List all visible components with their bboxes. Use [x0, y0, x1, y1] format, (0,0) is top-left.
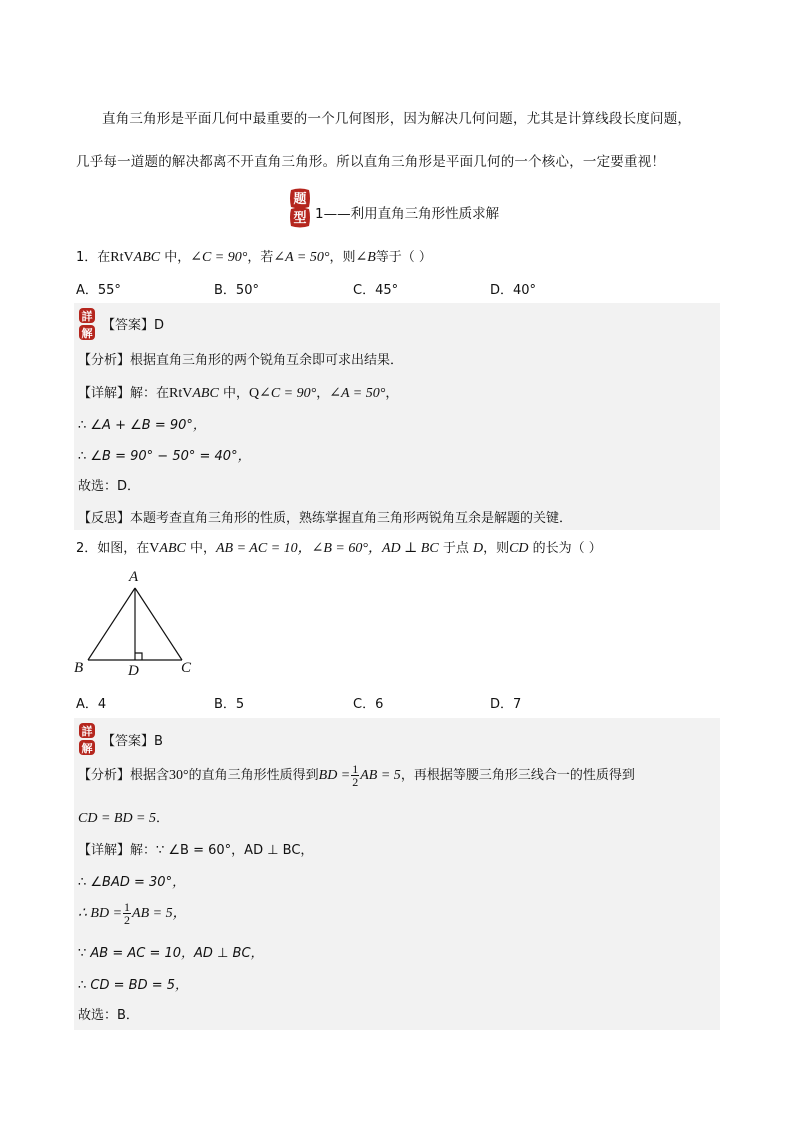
q1-analysis: 【分析】根据直角三角形的两个锐角互余即可求出结果．: [78, 353, 404, 368]
question-type-badge-icon: [288, 188, 312, 228]
q1-angle-a: ∠A = 50°: [273, 250, 330, 265]
q1-angle-b: ∠B: [355, 250, 376, 265]
solution-badge-icon: [78, 722, 96, 756]
solution-badge-char-1: 詳: [81, 725, 93, 738]
q2-option-d[interactable]: D．7: [490, 697, 522, 712]
q1-answer: 【答案】D: [102, 318, 165, 333]
fraction-one-half: [123, 901, 131, 926]
segment-ab: [88, 588, 135, 660]
right-angle-mark-icon: [135, 653, 142, 660]
q2-step-2: [78, 901, 187, 926]
q2-cd: CD: [509, 541, 529, 556]
q2-mid-3: ，则: [483, 541, 510, 556]
q2-step-2-pre: ∴ BD =: [78, 906, 123, 921]
q2-analysis-ab: AB = 5: [360, 768, 401, 783]
q1-angle-c: ∠C = 90°: [190, 250, 248, 265]
q1-detail-abc: ABC: [192, 386, 219, 401]
q1-detail-angle-c: ∠C = 90°: [259, 386, 317, 401]
q1-text-4: 等于（ ）: [375, 250, 432, 265]
q1-option-d[interactable]: D．40°: [490, 283, 537, 298]
q1-detail-q: Q: [248, 386, 260, 401]
q2-analysis-angle: 30°: [169, 768, 189, 783]
q2-answer: 【答案】B: [102, 734, 163, 749]
q2-step-4: ∴ CD = BD = 5，: [78, 978, 189, 993]
q1-abc: ABC: [133, 250, 161, 265]
q1-step-2: ∴ ∠B = 90° − 50° = 40°，: [78, 449, 251, 464]
section-heading: [288, 188, 548, 228]
intro-line-2: 几乎每一道题的解决都离不开直角三角形。所以直角三角形是平面几何的一个核心，一定要重视！: [76, 154, 666, 170]
q2-abc: ABC: [159, 541, 186, 556]
q2-step-3: ∵ AB = AC = 10，AD ⊥ BC，: [78, 946, 264, 961]
solution-badge-char-2: 解: [81, 327, 93, 340]
label-d: D: [128, 663, 139, 679]
question-2-stem: [76, 537, 602, 557]
question-1-stem: [76, 246, 432, 266]
q2-choice: 故选：B．: [78, 1008, 139, 1023]
q2-v: V: [149, 541, 160, 556]
q2-options: [76, 693, 636, 713]
fraction-denominator: 2: [124, 913, 131, 927]
fraction-numerator: 1: [352, 762, 359, 776]
label-b: B: [74, 660, 84, 676]
q1-detail-prefix: 【详解】解：在: [78, 386, 170, 401]
q1-option-a[interactable]: A．55°: [76, 283, 121, 298]
q2-mid-1: 中，: [185, 541, 216, 556]
section-title: 1——利用直角三角形性质求解: [315, 206, 500, 222]
q2-suffix: 的长为（ ）: [528, 541, 602, 556]
label-a: A: [129, 569, 139, 585]
q1-text-2: ，若: [247, 250, 274, 265]
q1-solution-box: [74, 303, 720, 530]
q2-point-d: D: [472, 541, 484, 556]
fraction-one-half: [351, 763, 359, 788]
q2-option-b[interactable]: B．5: [214, 697, 245, 712]
q1-detail-end: ，: [385, 386, 399, 401]
q1-choice: 故选：D．: [78, 479, 141, 494]
q2-analysis-bd: BD =: [318, 768, 351, 783]
q2-analysis: [78, 763, 635, 788]
q2-solution-box: [74, 718, 720, 1030]
q1-detail-sep: ，: [316, 386, 330, 401]
badge-char-2: 型: [293, 211, 307, 226]
fraction-numerator: 1: [124, 900, 131, 914]
q1-rt: Rt: [110, 250, 124, 265]
q2-detail: 【详解】解：∵ ∠B = 60°，AD ⊥ BC，: [78, 843, 314, 858]
fraction-denominator: 2: [352, 775, 359, 789]
q2-step-2-post: AB = 5，: [132, 906, 187, 921]
q2-option-a[interactable]: A．4: [76, 697, 107, 712]
q1-v: V: [123, 250, 134, 265]
q1-reflection: 【反思】本题考查直角三角形的性质，熟练掌握直角三角形两锐角互余是解题的关键．: [78, 511, 573, 526]
q1-detail-angle-a: ∠A = 50°: [329, 386, 386, 401]
q1-text-1: 中，: [160, 250, 191, 265]
q1-number: 1．在: [76, 250, 111, 265]
solution-badge-icon: [78, 307, 96, 341]
q1-detail: [78, 382, 398, 402]
q2-analysis-pre: 【分析】根据含: [78, 768, 170, 783]
q1-step-1: ∴ ∠A + ∠B = 90°，: [78, 418, 206, 433]
q2-conditions: AB = AC = 10，∠B = 60°，AD ⊥ BC: [216, 541, 439, 556]
q1-option-b[interactable]: B．50°: [214, 283, 259, 298]
triangle-figure: [72, 568, 202, 680]
q2-analysis-end: ．: [156, 811, 170, 826]
q2-analysis-line-2: [78, 807, 169, 827]
solution-badge-char-2: 解: [81, 742, 93, 755]
q1-option-c[interactable]: C．45°: [353, 283, 399, 298]
label-c: C: [181, 660, 192, 676]
q2-option-c[interactable]: C．6: [353, 697, 384, 712]
q1-detail-v: V: [182, 386, 193, 401]
q1-detail-mid: 中，: [218, 386, 249, 401]
q2-analysis-mid: 的直角三角形性质得到: [188, 768, 319, 783]
q2-analysis-cd: CD = BD = 5: [78, 811, 157, 826]
q2-analysis-post: ，再根据等腰三角形三线合一的性质得到: [400, 768, 635, 783]
q2-mid-2: 于点: [438, 541, 473, 556]
solution-badge-char-1: 詳: [81, 310, 93, 323]
segment-ac: [135, 588, 182, 660]
q2-prefix: 2．如图，在: [76, 541, 150, 556]
q1-options: [76, 279, 636, 299]
intro-line-1: 直角三角形是平面几何中最重要的一个几何图形，因为解决几何问题，尤其是计算线段长度问题，: [102, 111, 692, 127]
badge-char-1: 题: [293, 192, 307, 207]
q2-step-1: ∴ ∠BAD = 30°，: [78, 875, 186, 890]
q1-text-3: ，则: [329, 250, 356, 265]
q1-detail-rt: Rt: [169, 386, 183, 401]
